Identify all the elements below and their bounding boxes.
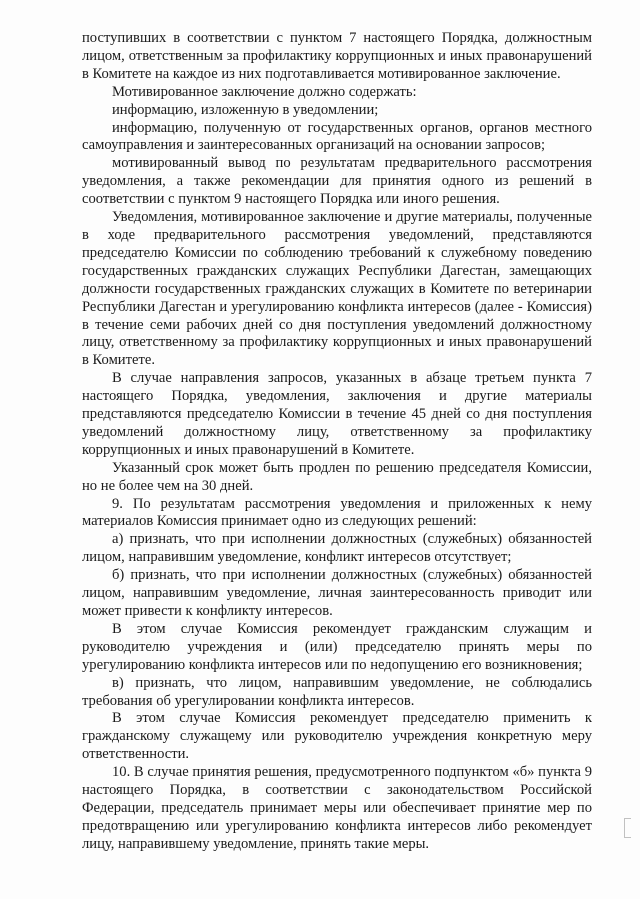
paragraph-item-9b: б) признать, что при исполнении должностных (служебных) обязанностей лицом, направившим уведомление, личная заинтересованность приводит или может привести к конфликту интересов. [82,567,592,619]
paragraph-motivated-conclusion: мотивированный вывод по результатам предварительного рассмотрения уведомления, а также рекомендации для принятия одного из решений в соответствии с пунктом 9 настоящего Порядка или иного решения. [82,155,592,208]
paragraph-term-extension: Указанный срок может быть продлен по решению председателя Комиссии, но не более чем на 30 дней. [82,459,592,494]
paragraph-notices-submission: Уведомления, мотивированное заключение и другие материалы, полученные в ходе предварительного рассмотрения уведомлений, представляются председателю Комиссии по соблюдению требований к служебному поведению государственных гражданских служащих Республики Дагестан, замещающих должности государственных гражданских служащих в Комитете по ветеринарии Республики Дагестан и урегулированию конфликта интересов (далее - Комиссия) в течение семи рабочих дней со дня поступления уведомлений должностному лицу, ответственному за профилактику коррупционных и иных правонарушений в Комитете. [82,209,592,369]
paragraph-info-agencies: информацию, полученную от государственных органов, органов местного самоуправления и заинтересованных организаций на основании запросов; [82,119,592,154]
paragraph-requests-case: В случае направления запросов, указанных в абзаце третьем пункта 7 настоящего Порядка, уведомления, заключения и другие материалы представляются председателю Комиссии в течение 45 дней со дня поступления уведомлений должностному лицу, ответственному за профилактику коррупционных и иных правонарушений в Комитете. [82,370,592,458]
paragraph-conclusion-contents: Мотивированное заключение должно содержать: [112,83,417,100]
paragraph-item-9: 9. По результатам рассмотрения уведомления и приложенных к нему материалов Комиссия принимает одно из следующих решений: [82,495,592,530]
paragraph-info-notice: информацию, изложенную в уведомлении; [112,101,379,118]
document-body [82,30,592,854]
paragraph-item-9b-recommendation: В этом случае Комиссия рекомендует гражданским служащим и руководителю учреждения и (или) председателю принять меры по урегулированию конфликта интересов или по недопущению его возникновения; [82,620,592,673]
scan-margin-mark [624,818,631,838]
paragraph-item-9c-recommendation: В этом случае Комиссия рекомендует председателю применить к гражданскому служащему или руководителю учреждения конкретную меру ответственности. [82,710,592,763]
paragraph-item-10: 10. В случае принятия решения, предусмотренного подпунктом «б» пункта 9 настоящего Порядка, в соответствии с законодательством Российской Федерации, председатель принимает меры или обеспечивает принятие мер по предотвращению или урегулированию конфликта интересов либо рекомендует лицу, направившему уведомление, принять такие меры. [82,764,592,852]
paragraph-item-9a: а) признать, что при исполнении должностных (служебных) обязанностей лицом, направившим уведомление, конфликт интересов отсутствует; [82,531,592,566]
paragraph-conclusion-intro: поступивших в соответствии с пунктом 7 настоящего Порядка, должностным лицом, ответственным за профилактику коррупционных и иных правонарушений в Комитете на каждое из них подготавливается мотивированное заключение. [82,30,592,82]
paragraph-item-9c: в) признать, что лицом, направившим уведомление, не соблюдались требования об урегулировании конфликта интересов. [82,674,592,709]
